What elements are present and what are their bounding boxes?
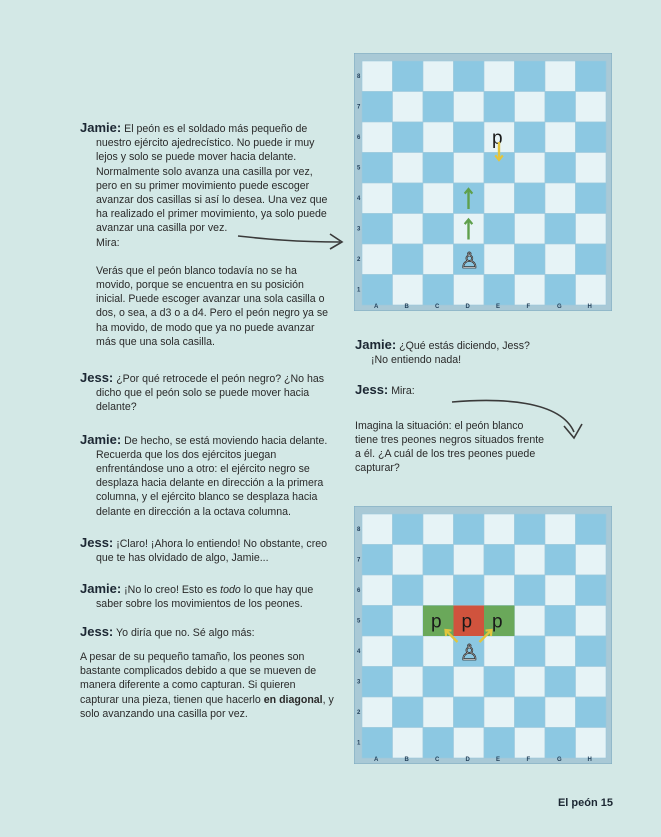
square-b5: [393, 606, 424, 637]
chessboard-1: [354, 53, 612, 311]
square-b8: [393, 514, 424, 545]
file-label: F: [526, 757, 531, 763]
black-pawn: p: [431, 611, 442, 633]
dialogue-text: El peón es el soldado más pequeño de nuestro ejército ajedrecístico. No puede ir muy lejos y solo se puede mover hacia delante. Normalmente solo avanza una casilla por vez, pero en su primer movimiento puede escoger avanzar dos casillas si así lo desea. Una vez que ha realizado el primer movimiento, ya solo puede avanzar una casilla por vez.: [96, 123, 328, 235]
rank-label: 8: [357, 527, 361, 533]
square-d1: [454, 275, 485, 306]
square-g5: [545, 606, 576, 637]
board-1-svg: [354, 53, 612, 311]
dialogue-text: Mira:: [391, 385, 415, 398]
rank-label: 4: [357, 196, 361, 202]
square-b7: [393, 545, 424, 576]
square-a1: [362, 275, 393, 306]
square-h4: [576, 636, 607, 667]
square-d8: [454, 514, 485, 545]
dialogue-text: Yo diría que no. Sé algo más:: [116, 626, 255, 639]
square-e4: [484, 183, 515, 214]
black-pawn: p: [492, 128, 503, 149]
square-b5: [393, 153, 424, 184]
mira-text: Mira:: [96, 236, 120, 249]
dialogue-text: ¿Por qué retrocede el peón negro? ¿No has dicho que el peón solo se puede mover hacia delante?: [96, 373, 325, 414]
square-g2: [545, 244, 576, 275]
square-b3: [393, 667, 424, 698]
square-a4: [362, 183, 393, 214]
square-e1: [484, 275, 515, 306]
square-d5: [454, 153, 485, 184]
rank-label: 3: [357, 679, 361, 686]
square-h8: [576, 61, 607, 92]
square-h7: [576, 545, 607, 576]
square-c7: [423, 92, 454, 123]
rank-label: 2: [357, 257, 361, 263]
dialogue-jamie-3: [80, 582, 336, 611]
rank-label: 8: [357, 74, 361, 80]
dialogue-jamie-1: [80, 121, 336, 236]
square-f5: [515, 606, 546, 637]
square-g7: [545, 545, 576, 576]
square-d1: [454, 728, 485, 759]
square-c4: [423, 636, 454, 667]
capture-paragraph: [80, 650, 336, 721]
square-f6: [515, 575, 546, 606]
square-c6: [423, 575, 454, 606]
file-label: H: [587, 757, 592, 763]
square-d7: [454, 92, 485, 123]
square-d3: [454, 667, 485, 698]
chessboard-2: [354, 506, 612, 764]
dialogue-jess-3: [80, 625, 336, 640]
square-b8: [393, 61, 424, 92]
file-label: E: [496, 757, 501, 763]
square-g7: [545, 92, 576, 123]
square-e1: [484, 728, 515, 759]
square-a2: [362, 697, 393, 728]
white-pawn: ♙: [459, 641, 480, 666]
square-f4: [515, 636, 546, 667]
rank-label: 5: [357, 618, 361, 625]
square-f1: [515, 275, 546, 306]
square-a1: [362, 728, 393, 759]
square-e7: [484, 545, 515, 576]
rank-label: 2: [357, 710, 361, 716]
square-d2: [454, 697, 485, 728]
square-e8: [484, 514, 515, 545]
square-h3: [576, 667, 607, 698]
square-f1: [515, 728, 546, 759]
file-label: G: [557, 757, 562, 763]
square-a3: [362, 667, 393, 698]
black-pawn: p: [461, 611, 473, 633]
square-g6: [545, 575, 576, 606]
square-e2: [484, 697, 515, 728]
rank-label: 6: [357, 588, 361, 594]
file-label: E: [496, 304, 501, 310]
dialogue-text: ¿Qué estás diciendo, Jess? ¡No entiendo nada!: [371, 340, 530, 367]
square-g3: [545, 667, 576, 698]
file-label: D: [465, 757, 470, 763]
square-b4: [393, 636, 424, 667]
square-g4: [545, 636, 576, 667]
square-b1: [393, 275, 424, 306]
speaker-label: Jess:: [355, 382, 389, 398]
square-g6: [545, 122, 576, 153]
speaker-label: Jamie:: [80, 431, 122, 447]
dialogue-text-emphasis: todo: [220, 584, 241, 597]
square-g4: [545, 183, 576, 214]
explanation-paragraph: [80, 264, 336, 349]
left-column: [80, 121, 336, 735]
square-h2: [576, 244, 607, 275]
square-c7: [423, 545, 454, 576]
square-h1: [576, 275, 607, 306]
square-f2: [515, 244, 546, 275]
pointer-arrow-1: [236, 222, 348, 252]
square-f8: [515, 61, 546, 92]
capture-text-strong: en diagonal: [263, 693, 323, 706]
dialogue-jamie-right: [355, 338, 545, 367]
file-label: A: [374, 304, 379, 310]
square-d7: [454, 545, 485, 576]
speaker-label: Jamie:: [80, 120, 122, 135]
square-h4: [576, 183, 607, 214]
square-e3: [484, 214, 515, 245]
square-g5: [545, 153, 576, 184]
square-a6: [362, 122, 393, 153]
square-h5: [576, 153, 607, 184]
square-b4: [393, 183, 424, 214]
square-b2: [393, 697, 424, 728]
square-g1: [545, 728, 576, 759]
square-b2: [393, 244, 424, 275]
square-g8: [545, 61, 576, 92]
square-b3: [393, 214, 424, 245]
square-a5: [362, 606, 393, 637]
page-footer: El peón 15: [557, 797, 613, 809]
square-f7: [515, 92, 546, 123]
square-e7: [484, 92, 515, 123]
capture-text-post: , y solo avanzando una casilla por vez.: [80, 693, 334, 720]
black-pawn: p: [492, 611, 503, 633]
rank-label: 5: [357, 165, 361, 172]
file-label: B: [404, 304, 409, 310]
square-a2: [362, 244, 393, 275]
square-c4: [423, 183, 454, 214]
dialogue-jess-2: [80, 536, 336, 565]
square-a7: [362, 545, 393, 576]
square-g1: [545, 275, 576, 306]
square-f5: [515, 153, 546, 184]
square-h3: [576, 214, 607, 245]
square-a3: [362, 214, 393, 245]
explanation-text: Verás que el peón blanco todavía no se ha movido, porque se encuentra en su posición inicial. Puede escoger avanzar una sola casilla o dos, o sea, a d3 o a d4. Pero el peón negro ya se ha movido, de modo que ya no puede avanzar más que una sola casilla.: [96, 264, 329, 348]
square-c6: [423, 122, 454, 153]
square-c2: [423, 697, 454, 728]
square-e8: [484, 61, 515, 92]
square-c3: [423, 214, 454, 245]
square-f8: [515, 514, 546, 545]
white-pawn: ♙: [459, 249, 480, 274]
dialogue-text-pre: ¡No lo creo! Esto es: [124, 584, 221, 597]
square-c5: [423, 153, 454, 184]
dialogue-jess-1: [80, 371, 336, 415]
capture-text-pre: A pesar de su pequeño tamaño, los peones son bastante complicados debido a que se mueven de manera diferente a como capturan. Si quieren capturar una pieza, tienen que hacerlo: [80, 650, 317, 706]
square-d6: [454, 575, 485, 606]
rank-label: 1: [357, 740, 361, 747]
square-c3: [423, 667, 454, 698]
square-g3: [545, 214, 576, 245]
square-e4: [484, 636, 515, 667]
square-f6: [515, 122, 546, 153]
board-2-svg: [354, 506, 612, 764]
square-h6: [576, 575, 607, 606]
rank-label: 7: [357, 104, 361, 111]
square-h7: [576, 92, 607, 123]
square-g2: [545, 697, 576, 728]
file-label: H: [587, 304, 592, 310]
file-label: B: [404, 757, 409, 763]
file-label: A: [374, 757, 379, 763]
square-e3: [484, 667, 515, 698]
square-f3: [515, 667, 546, 698]
square-a8: [362, 514, 393, 545]
square-g8: [545, 514, 576, 545]
square-c2: [423, 244, 454, 275]
dialogue-jamie-2: [80, 433, 336, 519]
file-label: C: [435, 304, 440, 310]
rank-label: 3: [357, 226, 361, 233]
square-b6: [393, 575, 424, 606]
dialogue-text-post: lo que hay que saber sobre los movimientos de los peones.: [96, 584, 314, 611]
file-label: F: [526, 304, 531, 310]
situation-text: Imagina la situación: el peón blanco tiene tres peones negros situados frente a él. ¿A cuál de los tres peones puede capturar?: [355, 419, 545, 475]
square-f4: [515, 183, 546, 214]
square-a6: [362, 575, 393, 606]
speaker-label: Jess:: [80, 623, 114, 639]
square-e2: [484, 244, 515, 275]
rank-label: 6: [357, 135, 361, 141]
square-c1: [423, 728, 454, 759]
square-a5: [362, 153, 393, 184]
dialogue-text: ¡Claro! ¡Ahora lo entiendo! No obstante, creo que te has olvidado de algo, Jamie...: [96, 537, 328, 565]
dialogue-text: De hecho, se está moviendo hacia delante. Recuerda que los dos ejércitos juegan enfrentándose uno a otro: el ejército negro se desplaza hacia delante en dirección a la primera columna, y el ejército blanco se desplaza hacia delante en dirección a la octava columna.: [96, 434, 328, 518]
square-h2: [576, 697, 607, 728]
square-a7: [362, 92, 393, 123]
square-f3: [515, 214, 546, 245]
square-h5: [576, 606, 607, 637]
pointer-arrow-2: [450, 396, 590, 446]
square-d8: [454, 61, 485, 92]
square-c8: [423, 61, 454, 92]
rank-label: 1: [357, 287, 361, 294]
file-label: G: [557, 304, 562, 310]
file-label: C: [435, 757, 440, 763]
square-b1: [393, 728, 424, 759]
square-c1: [423, 275, 454, 306]
rank-label: 4: [357, 649, 361, 655]
square-f2: [515, 697, 546, 728]
square-h1: [576, 728, 607, 759]
square-e6: [484, 575, 515, 606]
square-a4: [362, 636, 393, 667]
square-c8: [423, 514, 454, 545]
speaker-label: Jess:: [80, 370, 114, 386]
square-b6: [393, 122, 424, 153]
speaker-label: Jamie:: [80, 581, 122, 597]
rank-label: 7: [357, 557, 361, 564]
square-a8: [362, 61, 393, 92]
speaker-label: Jamie:: [355, 337, 397, 352]
square-b7: [393, 92, 424, 123]
file-label: D: [465, 304, 470, 310]
square-d6: [454, 122, 485, 153]
square-h6: [576, 122, 607, 153]
speaker-label: Jess:: [80, 534, 114, 550]
square-f7: [515, 545, 546, 576]
square-h8: [576, 514, 607, 545]
